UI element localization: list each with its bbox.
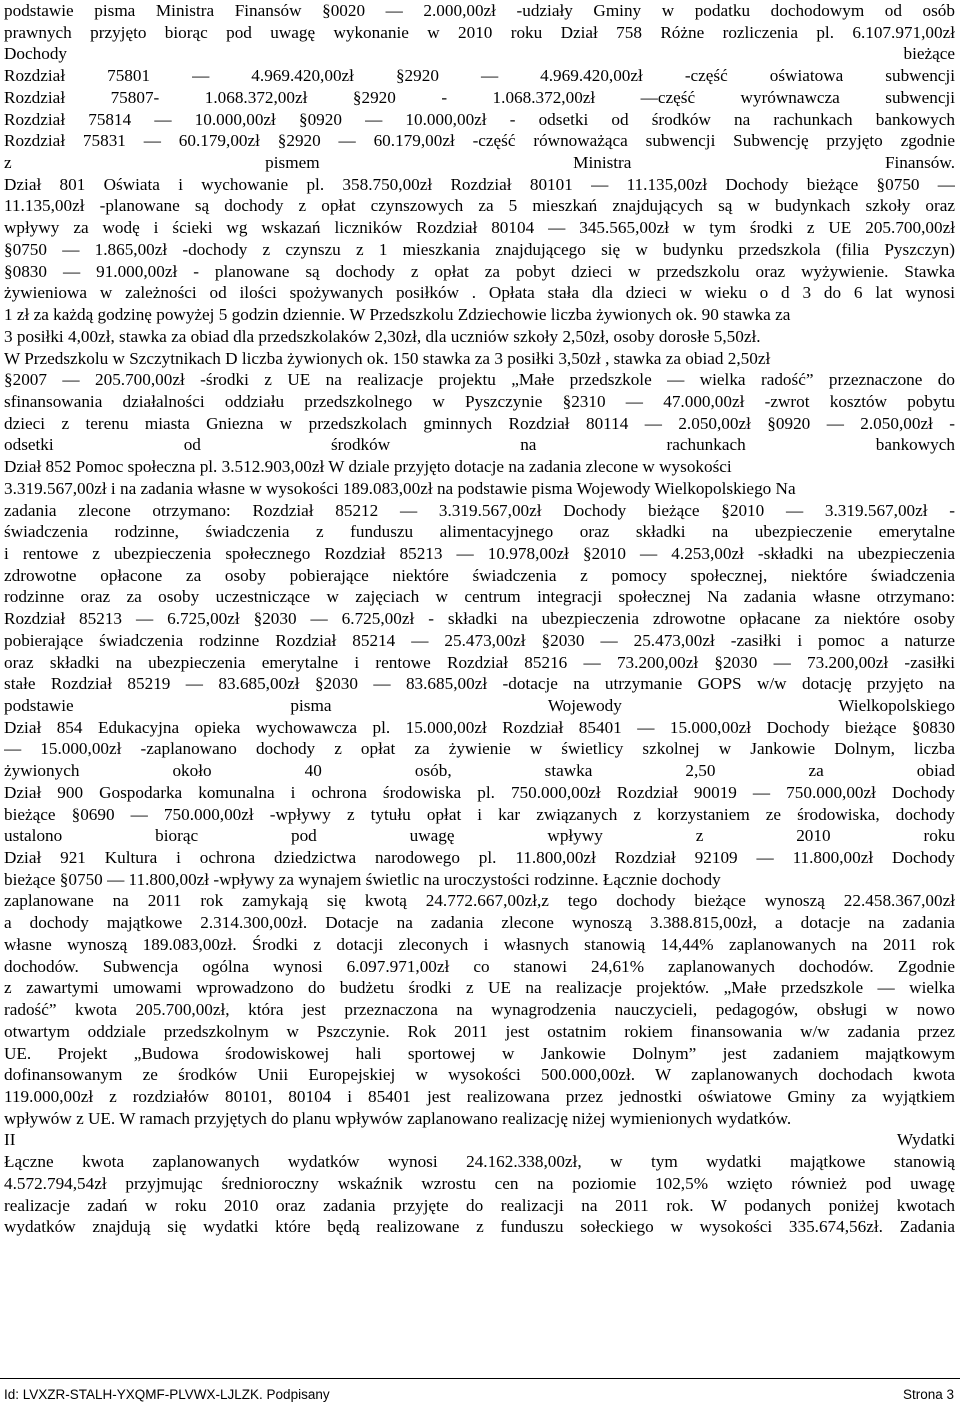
text-line: i rentowe z ubezpieczenia społecznego Rozdział 85213 — 10.978,00zł §2010 — 4.253,00zł -składki na ubezpieczenia xyxy=(4,543,955,563)
text-line: §0750 — 1.865,00zł -dochody z czynszu z 1 mieszkania znajdującego się w budynku przedszkola (filia Pyszczyn) xyxy=(4,239,955,259)
text-line: pobierające świadczenia rodzinne Rozdział 85214 — 25.473,00zł §2030 — 25.473,00zł -zasiłki i pomoc a naturze xyxy=(4,630,955,650)
text-line: sfinansowania działalności oddziału przedszkolnego w Pyszczynie §2310 — 47.000,00zł -zwrot kosztów pobytu xyxy=(4,391,955,411)
text-line: Dział 921 Kultura i ochrona dziedzictwa narodowego pl. 11.800,00zł Rozdział 92109 — 11.800,00zł Dochody xyxy=(4,848,955,868)
text-line: z zawartymi umowami wprowadzono do budżetu środki z UE na realizacje projektów. „Małe przedszkole — wielka xyxy=(4,978,955,998)
footer-divider xyxy=(0,1378,960,1379)
text-line: świadczenia rodzinne, świadczenia z funduszu alimentacyjnego oraz składki na ubezpieczenie emerytalne xyxy=(4,522,955,542)
text-line: 3 posiłki 4,00zł, stawka za obiad dla przedszkolaków 2,30zł, dla uczniów szkoły 2,50zł, osoby dorosłe 5,50zł. xyxy=(4,326,761,346)
text-line: Rozdział 75801 — 4.969.420,00zł §2920 — 4.969.420,00zł -część oświatowa subwencji xyxy=(4,66,955,86)
text-line: Dział 900 Gospodarka komunalna i ochrona środowiska pl. 750.000,00zł Rozdział 90019 — 750.000,00zł Dochody xyxy=(4,782,955,802)
text-line: radość” kwota 205.700,00zł, która jest przeznaczona na wynagrodzenia nauczycieli, pedagogów, obsługi w nowo xyxy=(4,1000,955,1020)
text-line: własne wynoszą 189.083,00zł. Środki z dotacji zleconych i własnych stanowią 14,44% zaplanowanych na 2011 rok xyxy=(4,934,955,954)
text-line: zdrowotne opłacone za osoby pobierające niektóre świadczenia z pomocy społecznej, niektóre świadczenia xyxy=(4,565,955,585)
text-line: UE. Projekt „Budowa środowiskowej hali sportowej w Jankowie Dolnym” jest zadaniem majątkowym xyxy=(4,1043,955,1063)
text-line: W Przedszkolu w Szczytnikach D liczba żywionych ok. 150 stawka za 3 posiłki 3,50zł , stawka za obiad 2,50zł xyxy=(4,348,771,368)
text-line: II Wydatki xyxy=(4,1130,955,1150)
text-line: bieżące §0690 — 750.000,00zł -wpływy z tytułu opłat i kar związanych z korzystaniem ze środowiska, dochody xyxy=(4,804,955,824)
text-line: ustalono biorąc pod uwagę wpływy z 2010 roku xyxy=(4,826,955,846)
text-line: dochodów. Subwencja ogólna wynosi 6.097.971,00zł co stanowi 24,61% zaplanowanych dochodów. Zgodnie xyxy=(4,956,955,976)
text-line: Łączne kwota zaplanowanych wydatków wynosi 24.162.338,00zł, w tym wydatki majątkowe stanowią xyxy=(4,1152,955,1172)
text-line: 119.000,00zł z rozdziałów 80101, 80104 i 85401 jest realizowana przez jednostki oświatowe Gminy za wyjątkiem xyxy=(4,1086,955,1106)
text-line: żywieniowa w zależności od ilości spożywanych posiłków . Opłata stała dla dzieci w wieku o d 3 do 6 lat wynosi xyxy=(4,283,955,303)
text-line: dzieci z terenu miasta Gniezna w przedszkolach gminnych Rozdział 80114 — 2.050,00zł §0920 — 2.050,00zł - xyxy=(4,413,955,433)
text-line: bieżące §0750 — 11.800,00zł -wpływy za wynajem świetlic na uroczystości rodzinne. Łącznie dochody xyxy=(4,869,721,889)
text-line: a dochody majątkowe 2.314.300,00zł. Dotacje na zadania zlecone wynoszą 3.388.815,00zł, a dotacje na zadania xyxy=(4,913,955,933)
text-line: wydatków znajdują się wydatki które będą realizowane z funduszu sołeckiego w wysokości 335.674,56zł. Zadania xyxy=(4,1217,955,1237)
text-line: stałe Rozdział 85219 — 83.685,00zł §2030 — 83.685,00zł -dotacje na utrzymanie GOPS w/w dotację przyjęto na xyxy=(4,674,955,694)
text-line: Rozdział 75807- 1.068.372,00zł §2920 - 1.068.372,00zł —część wyrównawcza subwencji xyxy=(4,87,955,107)
text-line: rodzinne oraz za osoby uczestniczące w zajęciach w centrum integracji społecznej Na zadania własne otrzymano: xyxy=(4,587,955,607)
text-line: otwartym oddziale przedszkolnym w Pszczynie. Rok 2011 jest ostatnim rokiem finansowania w/w zadania przez xyxy=(4,1021,955,1041)
text-line: zaplanowane na 2011 rok zamykają się kwotą 24.772.667,00zł,z tego dochody bieżące wynoszą 22.458.367,00zł xyxy=(4,891,955,911)
text-line: 1 zł za każdą godzinę powyżej 5 godzin dziennie. W Przedszkolu Zdziechowie liczba żywionych ok. 90 stawka za xyxy=(4,305,791,325)
page-footer xyxy=(4,1385,954,1403)
text-line: zadania zlecone otrzymano: Rozdział 85212 — 3.319.567,00zł Dochody bieżące §2010 — 3.319.567,00zł - xyxy=(4,500,955,520)
text-line: podstawie pisma Wojewody Wielkopolskiego xyxy=(4,696,955,715)
text-line: prawnych przyjęto biorąc pod uwagę wykonanie w 2010 roku Dział 758 Różne rozliczenia pl. 6.107.971,00zł xyxy=(4,22,955,42)
text-line: Dział 852 Pomoc społeczna pl. 3.512.903,00zł W dziale przyjęto dotacje na zadania zlecone w wysokości xyxy=(4,457,732,477)
text-line: wpływy za wodę i ścieki wg wskazań liczników Rozdział 80104 — 345.565,00zł w tym środki z UE 205.700,00zł xyxy=(4,218,955,238)
page-number: Strona 3 xyxy=(902,1386,954,1402)
document-body xyxy=(4,0,955,1238)
text-line: realizacje zadań w roku 2010 oraz zadania przyjęte do realizacji na 2011 rok. W podanych poniżej kwotach xyxy=(4,1195,955,1215)
text-line: 4.572.794,54zł przyjmując średnioroczny wskaźnik wzrostu cen na poziomie 102,5% wzięto również pod uwagę xyxy=(4,1173,955,1193)
text-line: Dział 801 Oświata i wychowanie pl. 358.750,00zł Rozdział 80101 — 11.135,00zł Dochody bieżące §0750 — xyxy=(4,174,955,194)
text-line: oraz składki na ubezpieczenia emerytalne i rentowe Rozdział 85216 — 73.200,00zł §2030 — 73.200,00zł -zasiłki xyxy=(4,652,955,672)
text-line: 11.135,00zł -planowane są dochody z opłat czynszowych za 5 mieszkań znajdujących są w budynkach szkoły oraz xyxy=(4,196,955,216)
text-line: 3.319.567,00zł i na zadania własne w wysokości 189.083,00zł na podstawie pisma Wojewody Wielkopolskiego Na xyxy=(4,478,796,498)
text-line: wpływów z UE. W ramach przyjętych do planu wpływów zaplanowano realizację niżej wymienionych wydatków. xyxy=(4,1108,792,1128)
document-id: Id: LVXZR-STALH-YXQMF-PLVWX-LJLZK. Podpisany xyxy=(4,1386,330,1402)
text-line: Rozdział 75814 — 10.000,00zł §0920 — 10.000,00zł - odsetki od środków na rachunkach bankowych xyxy=(4,109,955,129)
text-line: Rozdział 75831 — 60.179,00zł §2920 — 60.179,00zł -część równoważąca subwencji Subwencję przyjęto zgodnie xyxy=(4,131,955,151)
text-line: Dział 854 Edukacyjna opieka wychowawcza pl. 15.000,00zł Rozdział 85401 — 15.000,00zł Dochody bieżące §0830 xyxy=(4,717,955,737)
text-line: dofinansowanym ze środków Unii Europejskiej w wysokości 500.000,00zł. W zaplanowanych dochodach kwota xyxy=(4,1065,955,1085)
text-line: §0830 — 91.000,00zł - planowane są dochody z opłat za pobyt dzieci w przedszkolu oraz wyżywienie. Stawka xyxy=(4,261,955,281)
text-line: §2007 — 205.700,00zł -środki z UE na realizacje projektu „Małe przedszkole — wielka radość” przeznaczone do xyxy=(4,370,955,390)
text-line: podstawie pisma Ministra Finansów §0020 — 2.000,00zł -udziały Gminy w podatku dochodowym od osób xyxy=(4,1,955,20)
text-line: z pismem Ministra Finansów. xyxy=(4,153,955,173)
text-line: odsetki od środków na rachunkach bankowych xyxy=(4,435,955,455)
text-line: żywionych około 40 osób, stawka 2,50 za obiad xyxy=(4,761,955,781)
text-line: — 15.000,00zł -zaplanowano dochody z opłat za żywienie w świetlicy szkolnej w Jankowie Dolnym, liczba xyxy=(4,739,955,759)
text-line: Dochody bieżące xyxy=(4,44,955,64)
text-line: Rozdział 85213 — 6.725,00zł §2030 — 6.725,00zł - składki na ubezpieczenia zdrowotne opłacane za niektóre osoby xyxy=(4,609,955,629)
